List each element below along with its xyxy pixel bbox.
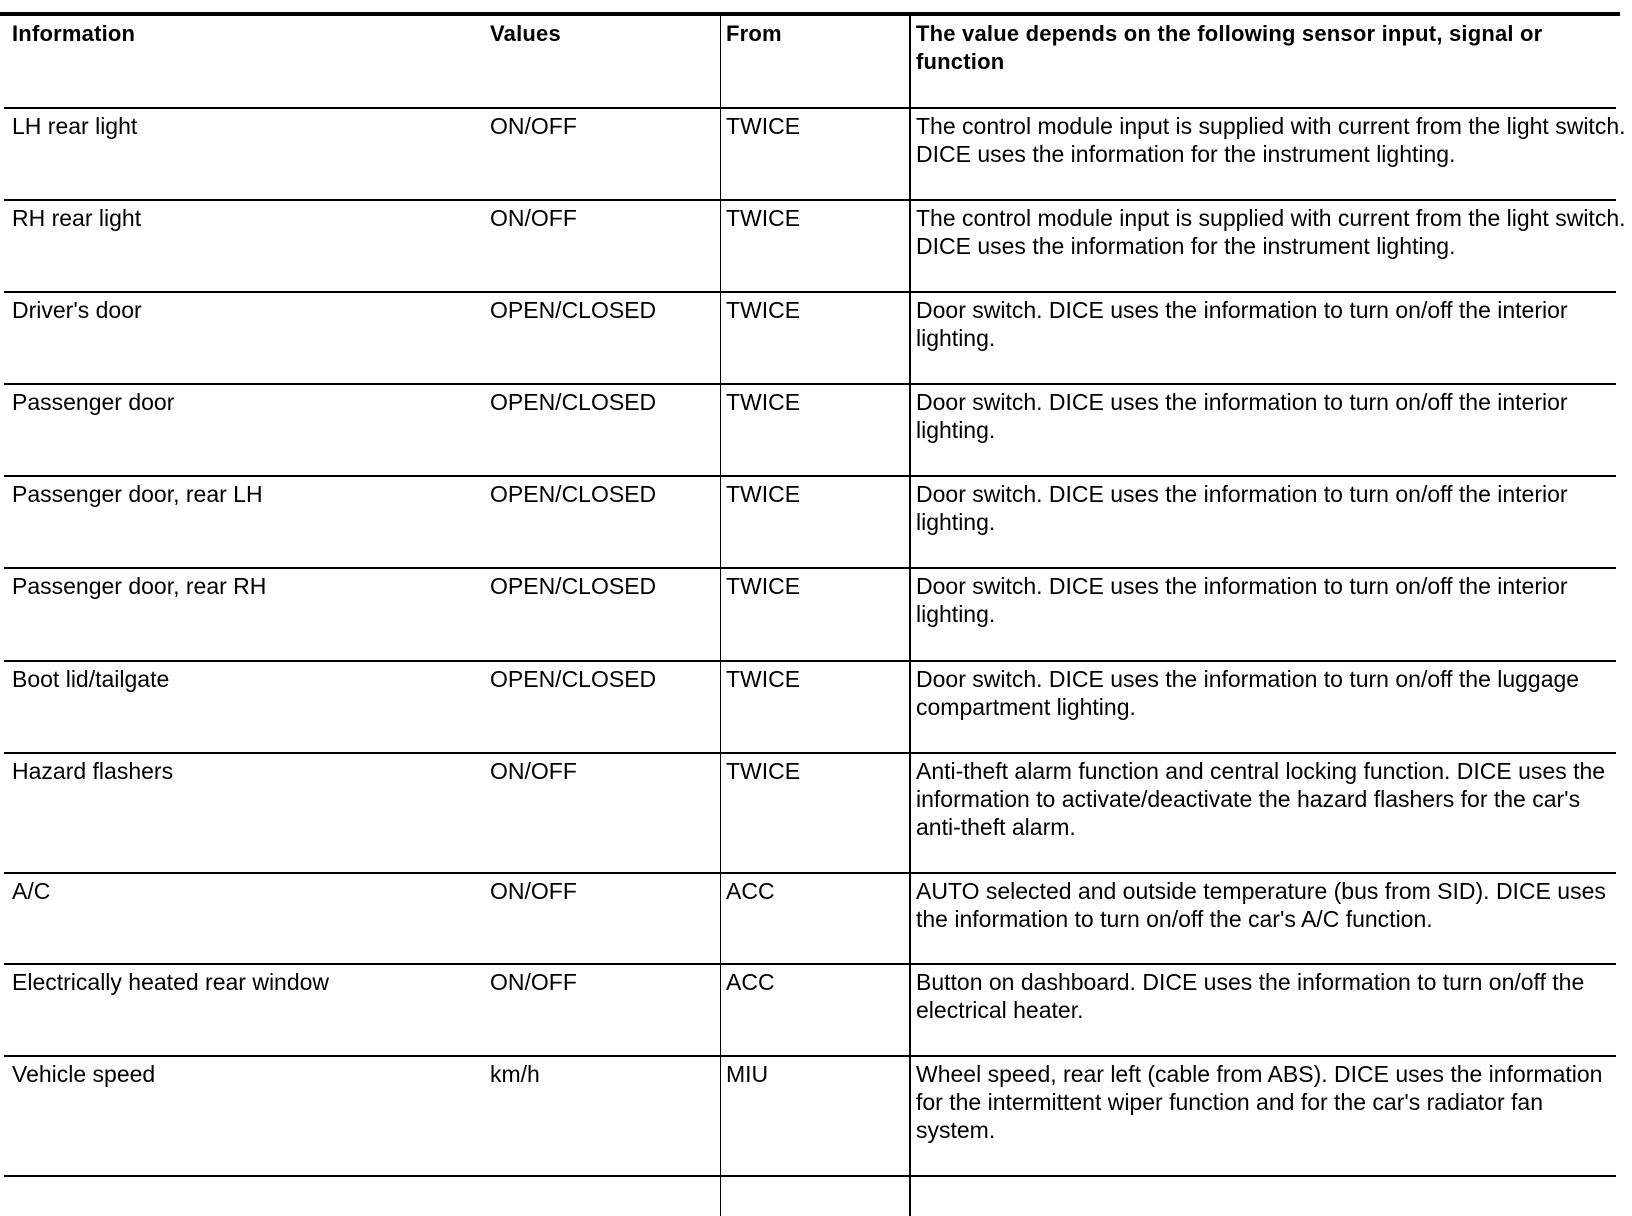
row-divider — [4, 660, 1616, 662]
description-cell: Anti-theft alarm function and central locking function. DICE uses the information to activate/deactivate the hazard flashers for the car's anti-theft alarm. — [916, 758, 1606, 840]
information-cell: Passenger door, rear LH — [12, 481, 263, 507]
row-divider — [4, 475, 1616, 477]
description-cell: Door switch. DICE uses the information to turn on/off the interior lighting. — [916, 573, 1568, 627]
table-top-rule — [0, 12, 1620, 16]
description-cell: Door switch. DICE uses the information to turn on/off the interior lighting. — [916, 389, 1568, 443]
values-cell: OPEN/CLOSED — [490, 297, 657, 323]
values-cell: ON/OFF — [490, 205, 577, 231]
information-cell: RH rear light — [12, 205, 142, 231]
description-cell: The control module input is supplied with current from the light switch. DICE uses the information for the instrument lighting. — [916, 113, 1626, 167]
description-cell: Wheel speed, rear left (cable from ABS). DICE uses the information for the intermittent wiper function and for the car's radiator fan system. — [916, 1061, 1603, 1143]
information-cell: Vehicle speed — [12, 1061, 156, 1087]
from-cell: MIU — [726, 1061, 769, 1087]
from-cell: ACC — [726, 969, 775, 995]
values-cell: ON/OFF — [490, 758, 577, 784]
description-cell: Door switch. DICE uses the information to turn on/off the interior lighting. — [916, 481, 1568, 535]
information-cell: Electrically heated rear window — [12, 969, 330, 995]
row-divider — [4, 383, 1616, 385]
information-cell: LH rear light — [12, 113, 138, 139]
from-cell: ACC — [726, 878, 775, 904]
row-divider — [4, 1175, 1616, 1177]
values-cell: ON/OFF — [490, 878, 577, 904]
from-cell: TWICE — [726, 666, 801, 692]
header-from: From — [726, 21, 782, 46]
from-cell: TWICE — [726, 389, 801, 415]
from-cell: TWICE — [726, 113, 801, 139]
row-divider — [4, 1055, 1616, 1057]
values-cell: km/h — [490, 1061, 540, 1087]
row-divider — [4, 107, 1616, 109]
information-cell: Hazard flashers — [12, 758, 174, 784]
row-divider — [4, 567, 1616, 569]
values-cell: OPEN/CLOSED — [490, 481, 657, 507]
row-divider — [4, 752, 1616, 754]
row-divider — [4, 963, 1616, 965]
information-cell: A/C — [12, 878, 51, 904]
from-cell: TWICE — [726, 573, 801, 599]
information-cell: Passenger door, rear RH — [12, 573, 267, 599]
header-information: Information — [12, 21, 136, 46]
values-cell: ON/OFF — [490, 113, 577, 139]
row-divider — [4, 199, 1616, 201]
values-cell: OPEN/CLOSED — [490, 573, 657, 599]
column-divider-from — [720, 14, 721, 1216]
description-cell: AUTO selected and outside temperature (bus from SID). DICE uses the information to turn on/off the car's A/C function. — [916, 878, 1606, 932]
from-cell: TWICE — [726, 481, 801, 507]
values-cell: OPEN/CLOSED — [490, 389, 657, 415]
column-divider-description — [909, 14, 911, 1216]
values-cell: OPEN/CLOSED — [490, 666, 657, 692]
description-cell: Door switch. DICE uses the information to turn on/off the interior lighting. — [916, 297, 1568, 351]
values-cell: ON/OFF — [490, 969, 577, 995]
information-cell: Boot lid/tailgate — [12, 666, 170, 692]
information-cell: Passenger door — [12, 389, 175, 415]
row-divider — [4, 291, 1616, 293]
description-cell: Door switch. DICE uses the information to turn on/off the luggage compartment lighting. — [916, 666, 1580, 720]
row-divider — [4, 872, 1616, 874]
header-description: The value depends on the following sensor input, signal or function — [916, 21, 1543, 74]
from-cell: TWICE — [726, 758, 801, 784]
header-values: Values — [490, 21, 561, 46]
information-cell: Driver's door — [12, 297, 142, 323]
description-cell: The control module input is supplied with current from the light switch. DICE uses the information for the instrument lighting. — [916, 205, 1626, 259]
from-cell: TWICE — [726, 205, 801, 231]
from-cell: TWICE — [726, 297, 801, 323]
description-cell: Button on dashboard. DICE uses the information to turn on/off the electrical heater. — [916, 969, 1585, 1023]
